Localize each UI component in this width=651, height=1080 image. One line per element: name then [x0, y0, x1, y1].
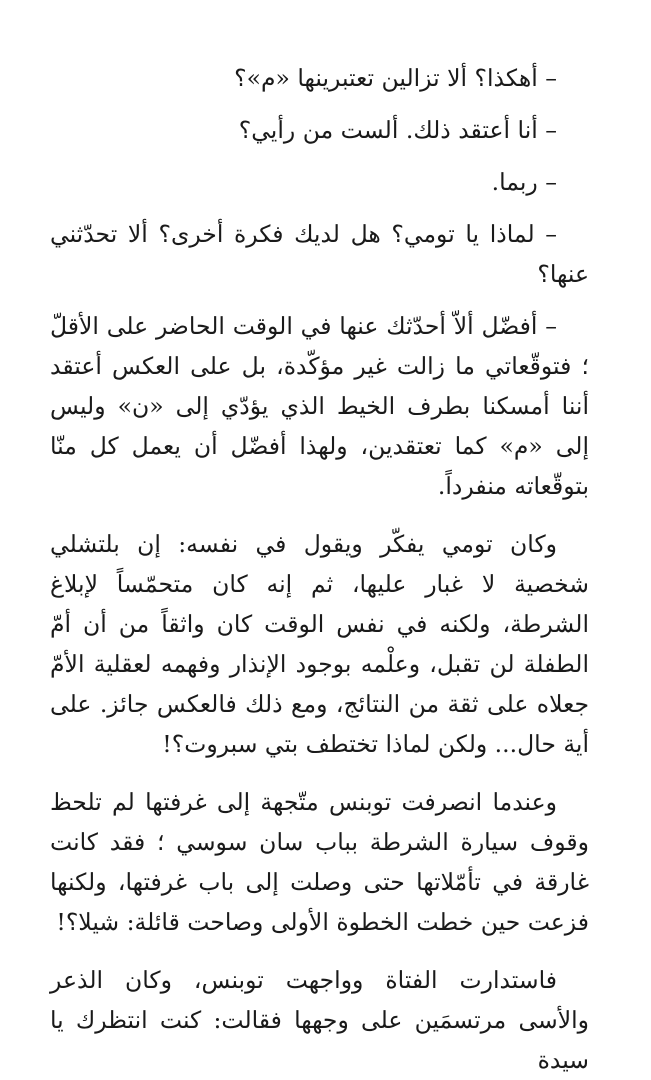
narrative-paragraph-3: فاستدارت الفتاة وواجهت توبنس، وكان الذعر والأسى مرتسمَين على وجهها فقالت: كنت انتظرك يا سيدة [50, 966, 589, 1074]
dialogue-line-1: – أهكذا؟ ألا تزالين تعتبرينها «م»؟ [234, 64, 557, 92]
dialogue-line-3: – ربما. [491, 168, 557, 196]
dialogue-line-4: – لماذا يا تومي؟ هل لديك فكرة أخرى؟ ألا تحدّثني عنها؟ [50, 220, 589, 288]
narrative-paragraph-2: وعندما انصرفت توبنس متّجهة إلى غرفتها لم تلحظ وقوف سيارة الشرطة بباب سان سوسي ؛ فقد كانت غارقة في تأمّلاتها حتى وصلت إلى باب غرفتها، ولكنها فزعت حين خطت الخطوة الأولى وصاحت قائلة: شيلا؟! [50, 788, 589, 936]
dialogue-line-5: – أفضّل ألاّ أحدّثك عنها في الوقت الحاضر على الأقلّ ؛ فتوقّعاتي ما زالت غير مؤكّدة، بل على العكس أعتقد أننا أمسكنا بطرف الخيط الذي يؤدّي إلى «ن» وليس إلى «م» كما تعتقدين، ولهذا أفضّل أن يعمل كل منّا بتوقّعاته منفرداً. [50, 312, 589, 500]
dialogue-line-2: – أنا أعتقد ذلك. ألست من رأيي؟ [238, 116, 557, 144]
narrative-paragraph-1: وكان تومي يفكّر ويقول في نفسه: إن بلتشلي شخصية لا غبار عليها، ثم إنه كان متحمّساً لإبلاغ الشرطة، ولكنه في نفس الوقت كان واثقاً من أن أمّ الطفلة لن تقبل، وعلْمه بوجود الإنذار وفهمه لعقلية الأمّ جعلاه على ثقة من النتائج، ومع ذلك فالعكس جائز. على أية حال... ولكن لماذا تختطف بتي سبروت؟! [50, 530, 589, 758]
